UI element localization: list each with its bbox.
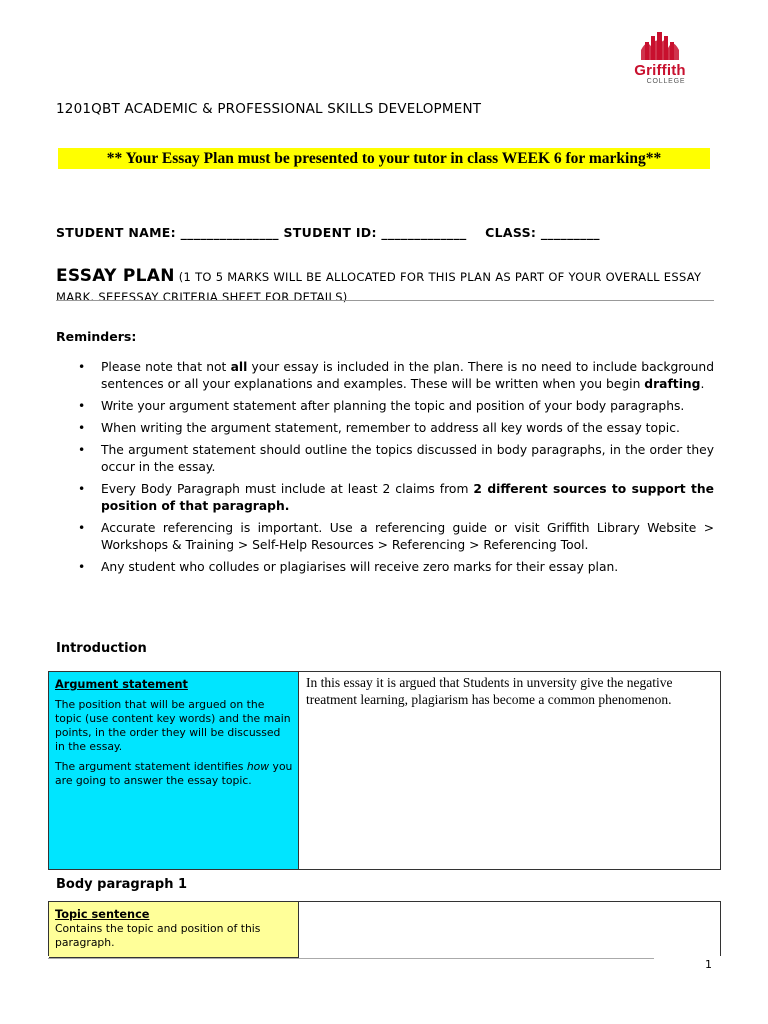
list-item: • Every Body Paragraph must include at least 2 claims from 2 different sources to support the position of that paragraph.: [78, 482, 714, 513]
argument-statement-note: The argument statement identifies how you are going to answer the essay topic.: [55, 760, 293, 787]
reminders-list: [76, 359, 714, 581]
bullet-icon: •: [78, 399, 86, 413]
griffith-college-logo: [618, 28, 702, 98]
topic-sentence-title: Topic sentence: [55, 908, 150, 921]
logo-brand-text: Griffith: [634, 62, 686, 79]
bullet-icon: •: [78, 421, 86, 435]
bullet-icon: •: [78, 443, 86, 457]
logo-flame-icon: [618, 28, 702, 64]
argument-statement-answer[interactable]: In this essay it is argued that Students in unversity give the negative treatment learning, plagiarism has become a common phenomenon.: [306, 675, 673, 707]
heading-divider: [56, 300, 714, 301]
argument-statement-desc: The position that will be argued on the topic (use content key words) and the main points, in the order they will be discussed in the essay.: [55, 698, 291, 753]
body-paragraph-1-heading: Body paragraph 1: [56, 877, 188, 892]
highlighted-notice: ** Your Essay Plan must be presented to your tutor in class WEEK 6 for marking**: [58, 148, 710, 169]
topic-sentence-desc: Contains the topic and position of this paragraph.: [55, 922, 261, 949]
introduction-heading: Introduction: [56, 641, 147, 656]
reminders-heading: Reminders:: [56, 329, 137, 344]
list-item: • Accurate referencing is important. Use a referencing guide or visit Griffith Library Website > Workshops & Training > Self-Help Resources > Referencing > Referencing Tool.: [78, 521, 714, 552]
list-item: • Write your argument statement after planning the topic and position of your body paragraphs.: [78, 399, 685, 413]
logo-sub-text: COLLEGE: [646, 78, 686, 85]
bullet-icon: •: [78, 521, 86, 535]
footer-divider: [48, 958, 654, 959]
bullet-icon: •: [78, 482, 86, 496]
bullet-icon: •: [78, 560, 86, 574]
essay-plan-subtitle: (1 TO 5 MARKS WILL BE ALLOCATED FOR THIS PLAN AS PART OF YOUR OVERALL ESSAY MARK. SEEESSAY CRITERIA SHEET FOR DETAILS): [56, 270, 702, 304]
bullet-icon: •: [78, 360, 86, 374]
list-item: • Any student who colludes or plagiarises will receive zero marks for their essay plan.: [78, 560, 619, 574]
list-item: • When writing the argument statement, remember to address all key words of the essay topic.: [78, 421, 680, 435]
list-item: • Please note that not all your essay is included in the plan. There is no need to include background sentences or all your explanations and examples. These will be written when you begin drafting.: [78, 360, 714, 391]
topic-sentence-cell: [49, 902, 299, 958]
essay-plan-title: ESSAY PLAN: [56, 266, 175, 286]
list-item: • The argument statement should outline the topics discussed in body paragraphs, in the order they occur in the essay.: [78, 443, 714, 474]
page-number: 1: [705, 958, 712, 971]
body-paragraph-1-table: [48, 901, 721, 956]
course-title: 1201QBT ACADEMIC & PROFESSIONAL SKILLS DEVELOPMENT: [56, 101, 482, 117]
argument-statement-cell: [49, 672, 299, 869]
student-details-line: STUDENT NAME: _______________ STUDENT ID: _____________ CLASS: _________: [56, 225, 600, 240]
introduction-table: [48, 671, 721, 870]
argument-statement-title: Argument statement: [55, 678, 188, 691]
